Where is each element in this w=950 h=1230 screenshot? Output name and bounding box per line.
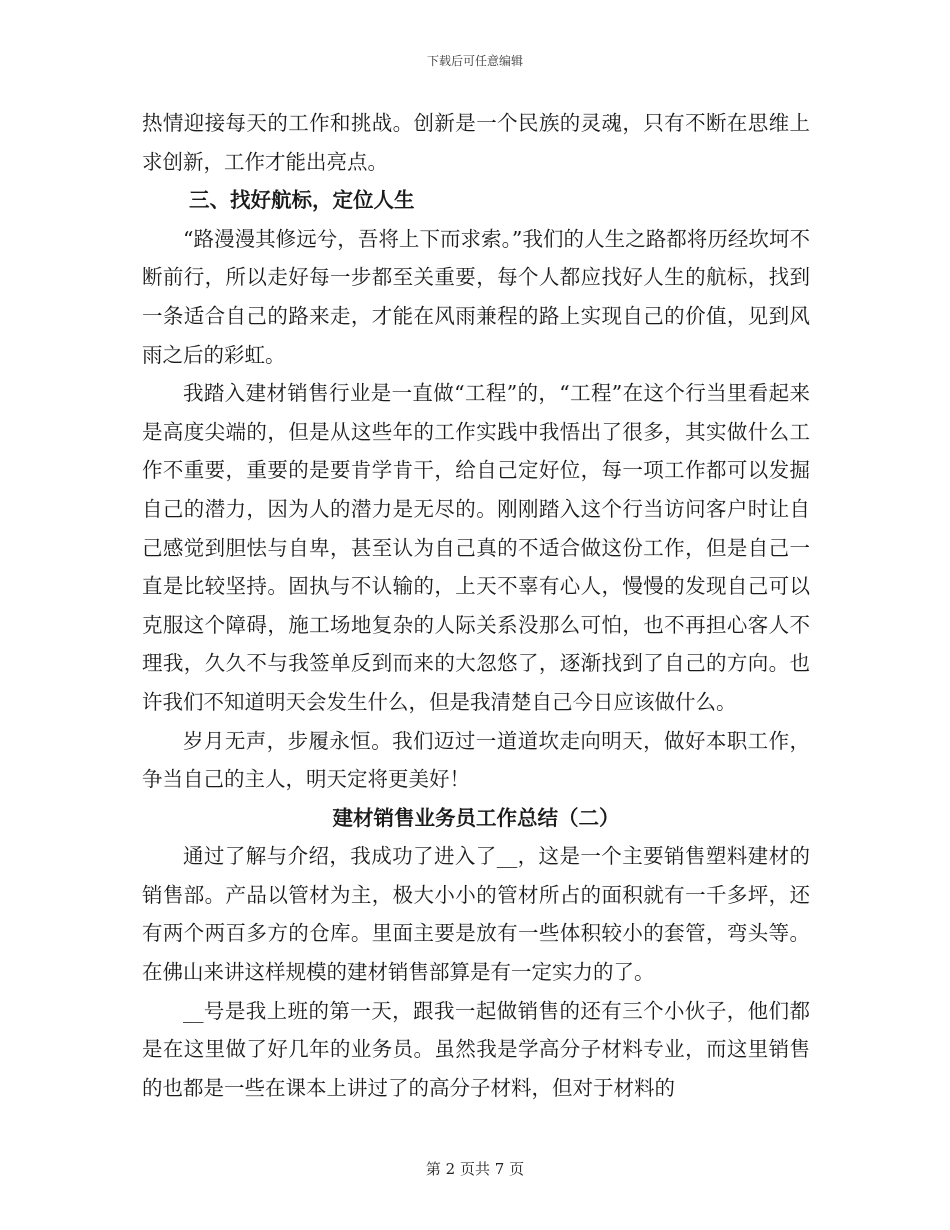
paragraph-first-day: __号是我上班的第一天，跟我一起做销售的还有三个小伙子，他们都是在这里做了好几年的业务员。虽然我是学高分子材料专业，而这里销售的也都是一些在课本上讲过了的高分子材料，但对于材料的 xyxy=(142,998,810,1100)
paragraph-closing: 岁月无声，步履永恒。我们迈过一道道坎走向明天，做好本职工作，争当自己的主人，明天定将更美好！ xyxy=(142,728,810,792)
paragraph-quote: “路漫漫其修远兮，吾将上下而求索。”我们的人生之路都将历经坎坷不断前行，所以走好每一步都至关重要，每个人都应找好人生的航标，找到一条适合自己的路来走，才能在风雨兼程的路上实现自己的价值，见到风雨之后的彩虹。 xyxy=(142,226,810,367)
document-body xyxy=(142,104,810,1107)
paragraph-intro: 通过了解与介绍，我成功了进入了__，这是一个主要销售塑料建材的销售部。产品以管材为主，极大小小的管材所占的面积就有一千多坪，还有两个两百多方的仓库。里面主要是放有一些体积较小的套管，弯头等。在佛山来讲这样规模的建材销售部算是有一定实力的了。 xyxy=(142,844,810,985)
section-heading: 三、找好航标，定位人生 xyxy=(189,188,415,213)
paragraph-experience: 我踏入建材销售行业是一直做“工程”的，“工程”在这个行当里看起来是高度尖端的，但是从这些年的工作实践中我悟出了很多，其实做什么工作不重要，重要的是要肯学肯干，给自己定好位，每一项工作都可以发掘自己的潜力，因为人的潜力是无尽的。刚刚踏入这个行当访问客户时让自己感觉到胆怯与自卑，甚至认为自己真的不适合做这份工作，但是自己一直是比较坚持。固执与不认输的，上天不辜有心人，慢慢的发现自己可以克服这个障碍，施工场地复杂的人际关系没那么可怕，也不再担心客人不理我，久久不与我签单反到而来的大忽悠了，逐渐找到了自己的方向。也许我们不知道明天会发生什么，但是我清楚自己今日应该做什么。 xyxy=(142,381,810,714)
paragraph-continuation: 热情迎接每天的工作和挑战。创新是一个民族的灵魂，只有不断在思维上求创新，工作才能出亮点。 xyxy=(142,111,810,174)
page-footer: 第 2 页共 7 页 xyxy=(425,1160,525,1178)
page-header: 下载后可任意编辑 xyxy=(426,54,523,68)
document-title: 建材销售业务员工作总结（二） xyxy=(332,805,620,830)
